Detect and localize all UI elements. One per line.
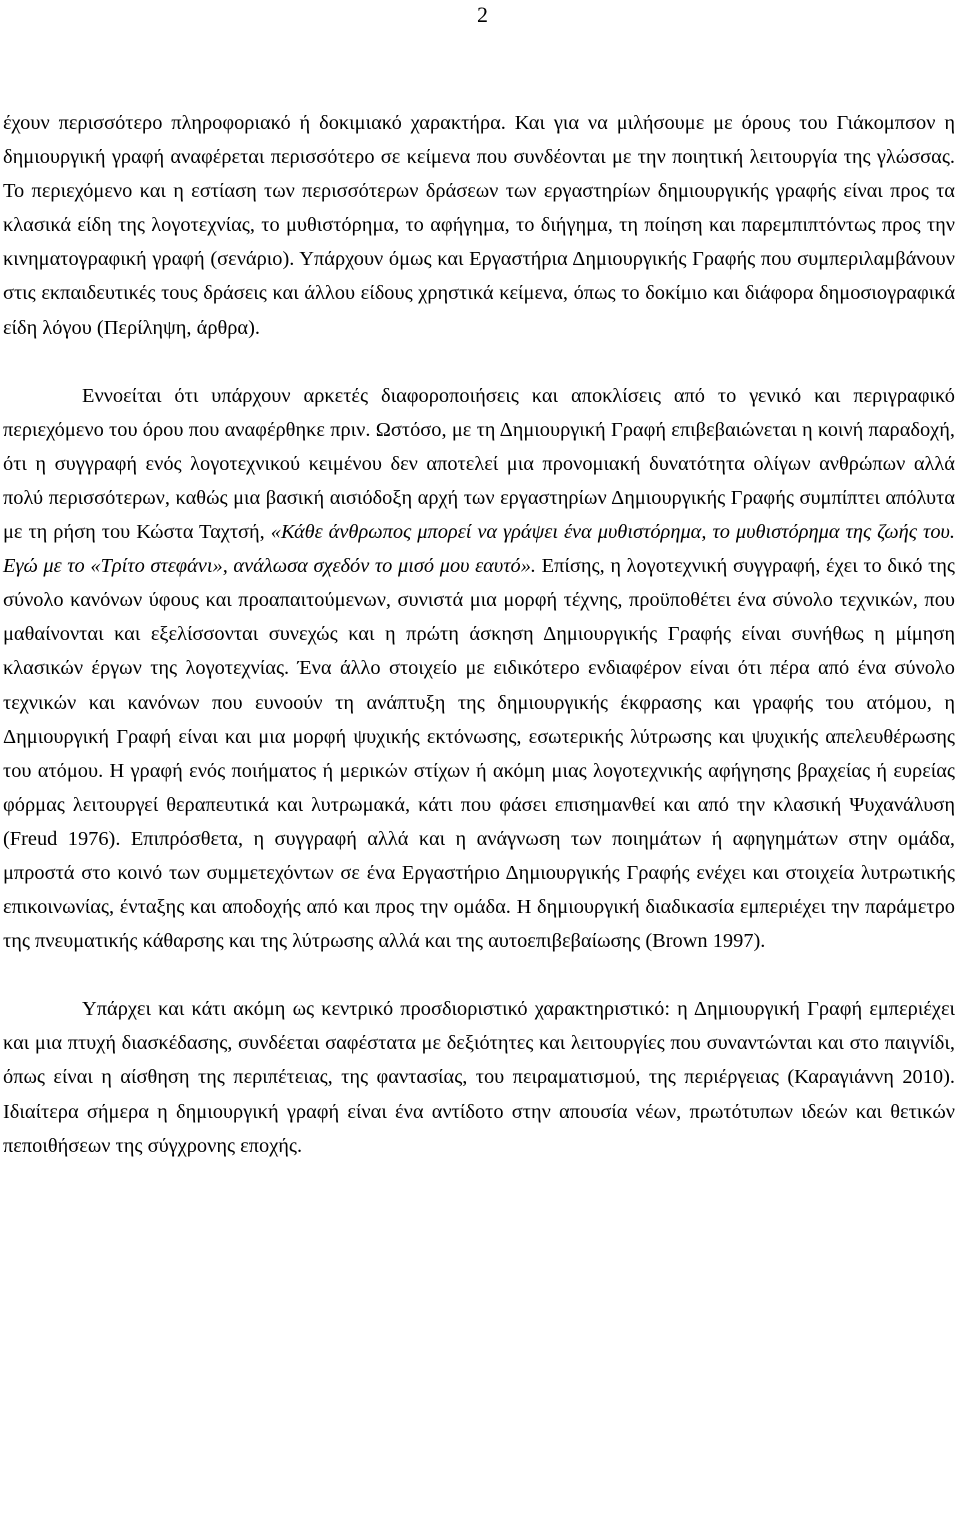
paragraph-entertainment — [3, 992, 955, 1162]
paragraph-text: Εννοείται ότι υπάρχουν αρκετές διαφοροποιήσεις και αποκλίσεις από το γενικό και περιγραφικό περιεχόμενο του όρου που αναφέρθηκε πριν. Ωστόσο, με τη Δημιουργική Γραφή επιβεβαιώνεται η κοινή παραδοχή, ότι η συγγραφή ενός λογοτεχνικού κειμένου δεν αποτελεί μια προνομιακή δυνατότητα ολίγων ανθρώπων αλλά πολύ περισσότερων, καθώς μια βασική αισιόδοξη αρχή των εργαστηρίων Δημιουργικής Γραφής συμπίπτει απόλυτα με τη ρήση του Κώστα Ταχτσή, — [3, 384, 955, 544]
paragraph-continuation — [3, 106, 955, 345]
paragraph-text: Υπάρχει και κάτι ακόμη ως κεντρικό προσδιοριστικό χαρακτηριστικό: η Δημιουργική Γραφή εμπεριέχει και μια πτυχή διασκέδασης, συνδέεται σαφέστατα με δεξιότητες και λειτουργίες που συναντώνται και στο παιγνίδι, όπως είναι η αίσθηση της περιπέτειας, της φαντασίας, του πειραματισμού, της περιέργειας (Καραγιάννη 2010). Ιδιαίτερα σήμερα η δημιουργική γραφή είναι ένα αντίδοτο στην απουσία νέων, πρωτότυπων ιδεών και θετικών πεποιθήσεων της σύγχρονης εποχής. — [3, 998, 955, 1157]
page-number: 2 — [477, 2, 488, 27]
document-body — [3, 106, 955, 1163]
quotation-taxtsis: «Κάθε άνθρωπος μπορεί να γράψει ένα μυθιστόρημα, το μυθιστόρημα της ζωής του. Εγώ με το «Τρίτο στεφάνι», ανάλωσα σχεδόν το μισό μου εαυτό». — [3, 521, 955, 578]
paragraph-text: έχουν περισσότερο πληροφοριακό ή δοκιμιακό χαρακτήρα. Και για να μιλήσουμε με όρους του Γιάκομπσον η δημιουργική γραφή αναφέρεται περισσότερο σε κείμενα που συνδέονται με την ποιητική λειτουργία της γλώσσας. Το περιεχόμενο και η εστίαση των περισσότερων δράσεων των εργαστηρίων δημιουργικής γραφής είναι προς τα κλασικά είδη της λογοτεχνίας, το μυθιστόρημα, το αφήγημα, το διήγημα, τη ποίηση και παρεμπιπτόντως προς την κινηματογραφική γραφή (σενάριο). Υπάρχουν όμως και Εργαστήρια Δημιουργικής Γραφής που συμπεριλαμβάνουν στις εκπαιδευτικές τους δράσεις και άλλου είδους χρηστικά κείμενα, όπως το δοκίμιο και διάφορα δημοσιογραφικά είδη λόγου (Περίληψη, άρθρα). — [3, 112, 955, 339]
paragraph-text: Επίσης, η λογοτεχνική συγγραφή, έχει το δικό της σύνολο κανόνων ύφους και προαπαιτούμενων, συνιστά μια μορφή τέχνης, προϋποθέτει ένα σύνολο τεχνικών, που μαθαίνονται και εξελίσσονται συνεχώς και η πρώτη άσκηση Δημιουργικής Γραφής είναι συνήθως η μίμηση κλασικών έργων της λογοτεχνίας. Ένα άλλο στοιχείο με ειδικότερο ενδιαφέρον είναι ότι πέρα από ένα σύνολο τεχνικών και κανόνων που ευνοούν τη ανάπτυξη της δημιουργικής έκφρασης και γραφής του ατόμου, η Δημιουργική Γραφή είναι και μια μορφή ψυχικής εκτόνωσης, εσωτερικής λύτρωσης και ψυχικής απελευθέρωσης του ατόμου. Η γραφή ενός ποιήματος ή μερικών στίχων ή ακόμη μιας λογοτεχνικής αφήγησης βραχείας ή ευρείας φόρμας λειτουργεί θεραπευτικά και λυτρωμακά, κάτι που φάσει επισημανθεί και από την κλασική Ψυχανάλυση (Freud 1976). Επιπρόσθετα, η συγγραφή αλλά και η ανάγνωση των ποιημάτων ή αφηγημάτων στην ομάδα, μπροστά στο κοινό των συμμετεχόντων σε ένα Εργαστήριο Δημιουργικής Γραφής ενέχει και στοιχεία λυτρωτικής επικοινωνίας, ένταξης και αποδοχής από και προς την ομάδα. Η δημιουργική διαδικασία εμπεριέχει την παράμετρο της πνευματικής κάθαρσης και της λύτρωσης αλλά και της αυτοεπιβεβαίωσης (Brown 1997). — [3, 555, 955, 953]
paragraph-creative-writing — [3, 379, 955, 959]
